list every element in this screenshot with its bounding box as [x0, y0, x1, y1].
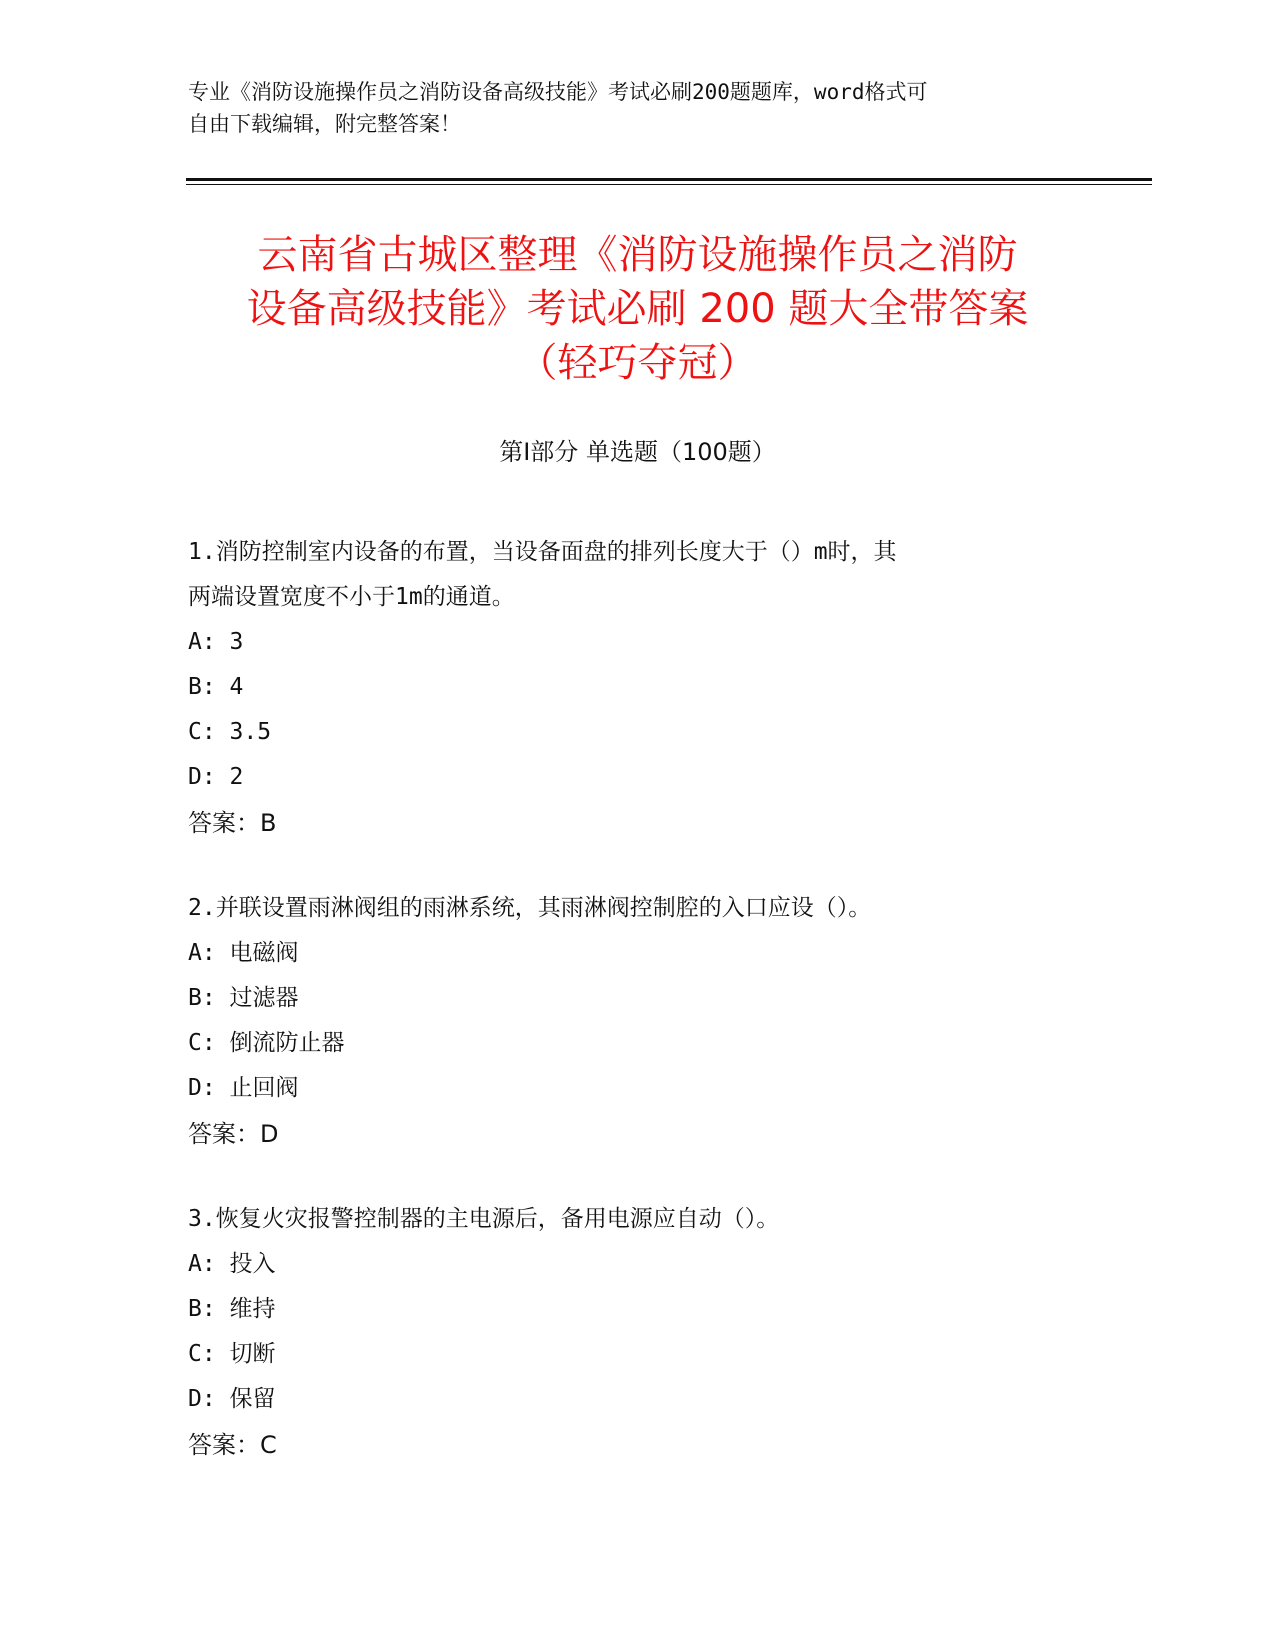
option-c: C: 倒流防止器: [188, 1030, 345, 1056]
question-item: [188, 886, 1088, 1157]
option-a: A: 3: [188, 629, 244, 655]
document-title-line: 设备高级技能》考试必刷 200 题大全带答案: [246, 286, 1029, 332]
header-rule-thin: [186, 184, 1152, 185]
question-text: 两端设置宽度不小于1m的通道。: [188, 584, 515, 610]
option-b: B: 过滤器: [188, 985, 299, 1011]
answer-text: 答案：B: [188, 809, 277, 837]
option-a: A: 投入: [188, 1251, 276, 1277]
option-a: A: 电磁阀: [188, 940, 299, 966]
option-c: C: 切断: [188, 1341, 276, 1367]
option-b: B: 4: [188, 674, 244, 700]
question-item: [188, 530, 1088, 846]
answer-text: 答案：D: [188, 1120, 279, 1148]
document-title-line: （轻巧夺冠）: [517, 340, 758, 386]
header-note-line: 自由下载编辑，附完整答案！: [188, 112, 461, 136]
question-item: [188, 1197, 1088, 1468]
option-d: D: 保留: [188, 1386, 276, 1412]
option-d: D: 2: [188, 764, 244, 790]
question-text: 3.恢复火灾报警控制器的主电源后，备用电源应自动（）。: [188, 1206, 780, 1232]
answer-text: 答案：C: [188, 1431, 277, 1459]
question-list: [188, 530, 1088, 1508]
question-text: 1.消防控制室内设备的布置，当设备面盘的排列长度大于（）m时，其: [188, 539, 897, 565]
header-rule-thick: [186, 178, 1152, 181]
question-text: 2.并联设置雨淋阀组的雨淋系统，其雨淋阀控制腔的入口应设（）。: [188, 895, 872, 921]
header-note-line: 专业《消防设施操作员之消防设备高级技能》考试必刷200题题库，word格式可: [188, 80, 928, 104]
header-note: [188, 76, 1068, 140]
document-title: [160, 228, 1115, 390]
option-c: C: 3.5: [188, 719, 272, 745]
option-d: D: 止回阀: [188, 1075, 299, 1101]
section-title: 第Ⅰ部分 单选题（100题）: [499, 438, 776, 466]
document-title-line: 云南省古城区整理《消防设施操作员之消防: [257, 232, 1018, 278]
option-b: B: 维持: [188, 1296, 276, 1322]
